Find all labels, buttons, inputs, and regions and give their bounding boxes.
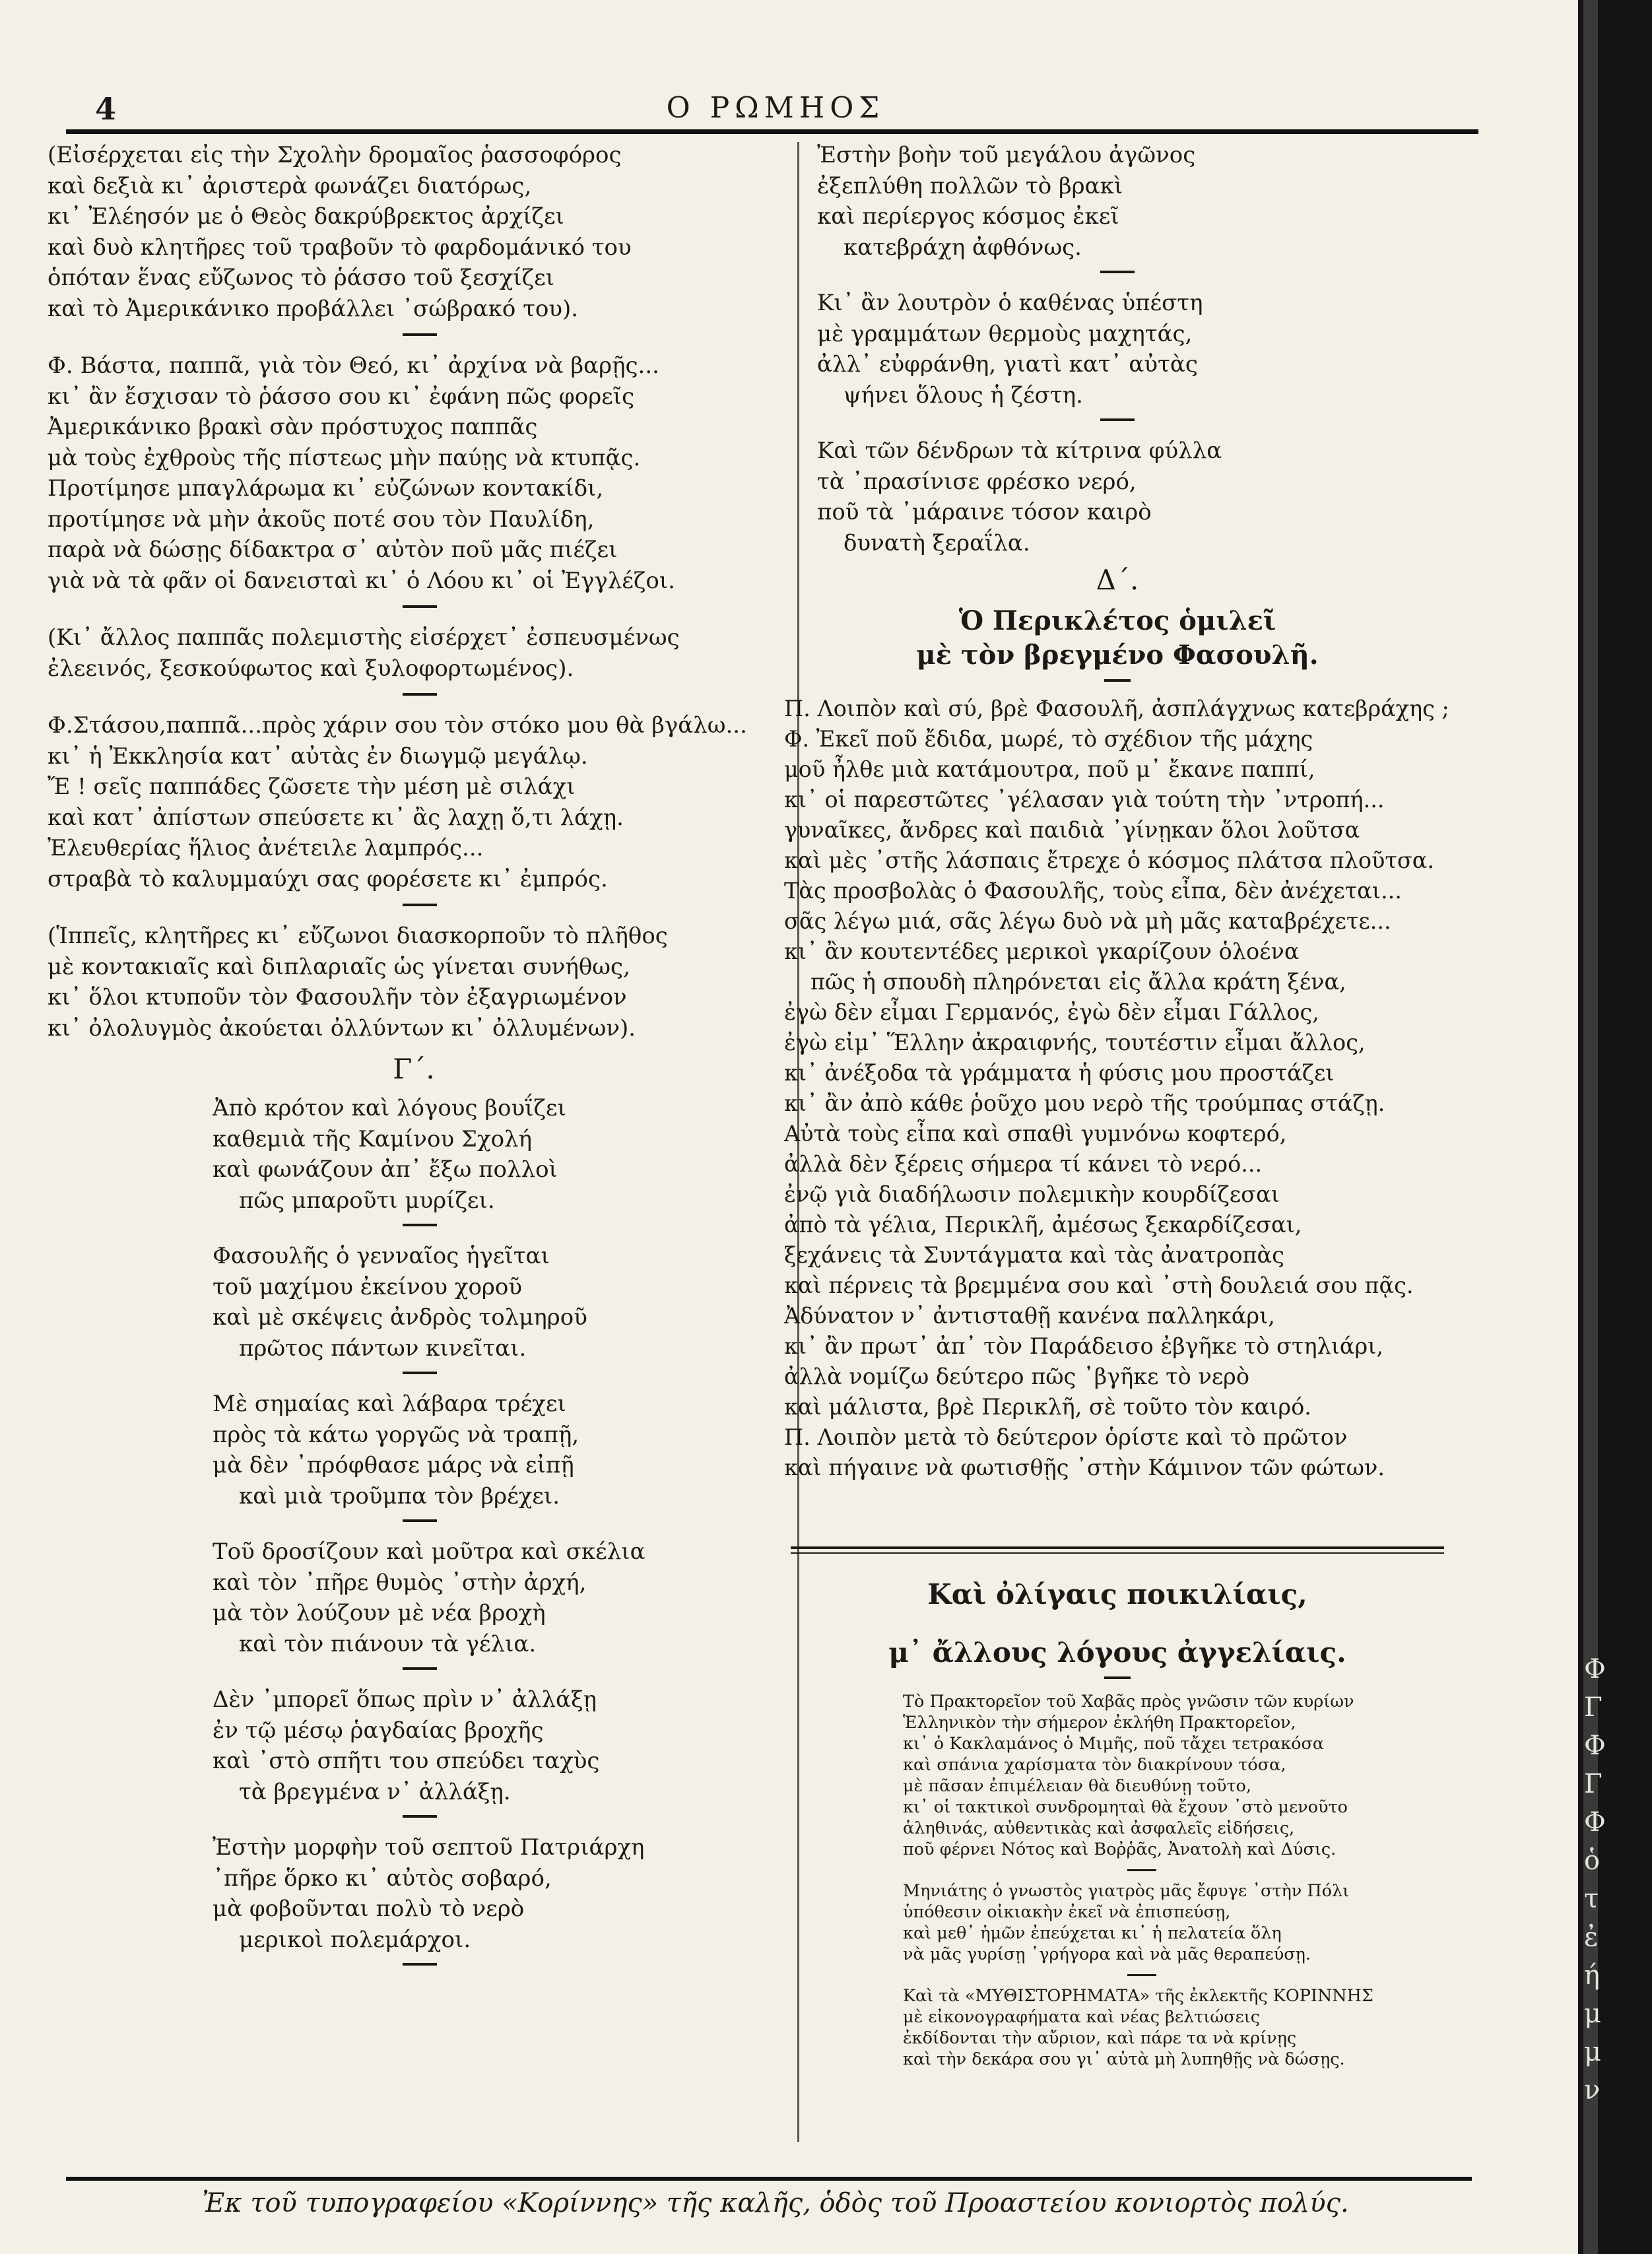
separator-dash (403, 1372, 437, 1374)
announcement-line: καὶ τὴν δεκάρα σου γι᾿ αὐτὰ μὴ λυπηθῇς νὰ δώσῃς. (903, 2049, 1345, 2069)
text-line: Ἀμερικάνικο βρακὶ σὰν πρόστυχος παππᾶς (48, 414, 538, 440)
text-line: καὶ δυὸ κλητῆρες τοῦ τραβοῦν τὸ φαρδομάνικό του (48, 234, 632, 261)
separator-dash (1127, 1869, 1156, 1871)
verse-line: μὰ φοβοῦνται πολὺ τὸ νερὸ (213, 1896, 525, 1922)
text-line: Ἔ ! σεῖς παππάδες ζῶσετε τὴν μέση μὲ σιλάχι (48, 774, 576, 800)
dialogue-line: σᾶς λέγω μιά, σᾶς λέγω δυὸ νὰ μὴ μᾶς καταβρέχετε... (784, 908, 1391, 934)
verse-line: Φασουλῆς ὁ γενναῖος ἡγεῖται (213, 1243, 550, 1269)
dialogue-line: ἀλλὰ δὲν ξέρεις σήμερα τί κάνει τὸ νερό... (784, 1151, 1263, 1177)
verse-line: καὶ μιὰ τροῦμπα τὸν βρέχει. (239, 1482, 560, 1509)
text-line: καὶ δεξιὰ κι᾿ ἀριστερὰ φωνάζει διατόρως, (48, 172, 532, 199)
text-line: ὁπόταν ἕνας εὔζωνος τὸ ῥάσσο τοῦ ξεσχίζει (48, 265, 555, 291)
text-line: προτίμησε νὰ μὴν ἀκοῦς ποτέ σου τὸν Παυλίδη, (48, 506, 595, 533)
edge-letter: Φ (1584, 1654, 1606, 1684)
dialogue-block (784, 694, 1451, 1483)
dialogue-line: κι᾿ οἱ παρεστῶτες ᾿γέλασαν γιὰ τούτη τὴν ᾿ντροπή... (784, 787, 1385, 812)
verse-line: καὶ περίεργος κόσμος ἐκεῖ (817, 203, 1119, 230)
announcement-2 (903, 1880, 1451, 1965)
verse-line: Δὲν ᾿μπορεῖ ὅπως πρὶν ν᾿ ἀλλάξῃ (213, 1686, 597, 1713)
text-line: μὲ κοντακιαῖς καὶ διπλαριαῖς ὡς γίνεται συνήθως, (48, 953, 630, 980)
verse-line: ψήνει ὅλους ἡ ζέστη. (843, 381, 1083, 409)
separator-dash (1100, 271, 1135, 273)
text-line: κι᾿ Ἐλέησόν με ὁ Θεὸς δακρύβρεκτος ἀρχίζει (48, 203, 564, 230)
text-line: γιὰ νὰ τὰ φᾶν οἱ δανεισταὶ κι᾿ ὁ Λόου κι᾿ οἱ Ἐγγλέζοι. (48, 567, 675, 594)
verse-line: μὰ τὸν λούζουν μὲ νέα βροχὴ (213, 1600, 546, 1626)
verse-line: Μὲ σημαίας καὶ λάβαρα τρέχει (213, 1391, 566, 1417)
dialogue-line: Π. Λοιπὸν μετὰ τὸ δεύτερον ὁρίστε καὶ τὸ πρῶτον (784, 1424, 1348, 1450)
verse-line: καθεμιὰ τῆς Καμίνου Σχολή (213, 1125, 532, 1152)
text-line: (Εἰσέρχεται εἰς τὴν Σχολὴν δρομαῖος ῥασσοφόρος (48, 142, 622, 168)
dialogue-line: κι᾿ ἀνέξοδα τὰ γράμματα ἡ φύσις μου προστάζει (784, 1060, 1335, 1086)
poem-stanza (213, 1537, 780, 1659)
verse-line: μὲ γραμμάτων θερμοὺς μαχητάς, (817, 320, 1193, 347)
dialogue-line: κι᾿ ἂν κουτεντέδες μερικοὶ γκαρίζουν ὁλοένα (784, 939, 1300, 964)
verse-line: τοῦ μαχίμου ἐκείνου χοροῦ (213, 1273, 523, 1300)
verse-line: Καὶ τῶν δένδρων τὰ κίτρινα φύλλα (817, 438, 1222, 464)
footer-rule (66, 2177, 1472, 2181)
separator-dash (403, 1667, 437, 1670)
dialogue-line: κι᾿ ἂν ἀπὸ κάθε ῥοῦχο μου νερὸ τῆς τρούμπας στάζῃ. (784, 1090, 1385, 1116)
dialogue-line: ἐγὼ δὲν εἶμαι Γερμανός, ἐγὼ δὲν εἶμαι Γάλλος, (784, 999, 1319, 1025)
stage-direction-1 (48, 140, 780, 324)
poem-stanza (213, 1832, 780, 1955)
speech-1 (48, 350, 780, 596)
dialogue-line: Τὰς προσβολὰς ὁ Φασουλῆς, τοὺς εἶπα, δὲν ἀνέχεται... (784, 878, 1402, 904)
section-heading-g: Γ΄. (393, 1053, 435, 1085)
edge-letter: Γ (1584, 1769, 1602, 1799)
announcement-line: Μηνιάτης ὁ γνωστὸς γιατρὸς μᾶς ἔφυγε ᾿στὴν Πόλι (903, 1881, 1350, 1901)
verse-line: τὰ ᾿πρασίνισε φρέσκο νερό, (817, 468, 1137, 495)
announcement-line: κι᾿ ὁ Κακλαμάνος ὁ Μιμῆς, ποῦ τἄχει τετρακόσα (903, 1734, 1325, 1754)
announcement-line: νὰ μᾶς γυρίσῃ ᾿γρήγορα καὶ νὰ μᾶς θεραπεύσῃ. (903, 1944, 1311, 1964)
announcement-1 (903, 1691, 1451, 1860)
edge-letter: τ (1584, 1884, 1599, 1914)
text-line: κι᾿ ὀλολυγμὸς ἀκούεται ὀλλύντων κι᾿ ὀλλυμένων). (48, 1014, 636, 1042)
verse-line: πρὸς τὰ κάτω γοργῶς νὰ τραπῇ, (213, 1421, 579, 1448)
stage-direction-2 (48, 622, 780, 684)
dialogue-line: καὶ μάλιστα, βρὲ Περικλῆ, σὲ τοῦτο τὸν καιρό. (784, 1394, 1311, 1420)
verse-line: Ἐστὴν μορφὴν τοῦ σεπτοῦ Πατριάρχη (213, 1834, 645, 1861)
dialogue-line: ἀλλὰ νομίζω δεύτερο πῶς ᾿βγῆκε τὸ νερὸ (784, 1364, 1250, 1389)
announcement-line: ὑπόθεσιν οἰκιακὴν ἐκεῖ νὰ ἐπισπεύσῃ, (903, 1902, 1231, 1922)
verse-line: δυνατὴ ξεραΐλα. (843, 529, 1030, 556)
poem-stanza (817, 436, 1451, 558)
edge-letter: Φ (1584, 1807, 1606, 1838)
announcement-3 (903, 1985, 1451, 2070)
page-number: 4 (95, 91, 117, 127)
dialogue-line: κι᾿ ἂν πρωτ᾿ ἀπ᾿ τὸν Παράδεισο ἐβγῆκε τὸ στηλιάρι, (784, 1333, 1383, 1359)
announcement-line: κι᾿ οἱ τακτικοὶ συνδρομηταὶ θὰ ἔχουν ᾿στὸ μενοῦτο (903, 1797, 1348, 1817)
text-line: μὰ τοὺς ἐχθροὺς τῆς πίστεως μὴν παύῃς νὰ κτυπᾷς. (48, 444, 641, 471)
section-double-rule (791, 1546, 1444, 1554)
separator-dash (403, 693, 437, 696)
dialogue-line: Ἀδύνατον ν᾿ ἀντισταθῇ κανένα παλληκάρι, (784, 1303, 1275, 1329)
separator-dash (403, 333, 437, 336)
dialogue-line: γυναῖκες, ἄνδρες καὶ παιδιὰ ᾿γίνῃκαν ὅλοι λοῦτσα (784, 817, 1360, 843)
edge-letter: Φ (1584, 1731, 1606, 1761)
dialogue-line: καὶ πέρνεις τὰ βρεμμένα σου καὶ ᾿στὴ δουλειά σου πᾷς. (784, 1273, 1414, 1298)
separator-dash (403, 605, 437, 608)
left-column (48, 140, 780, 1980)
header-rule (66, 129, 1478, 134)
printer-imprint: Ἐκ τοῦ τυπογραφείου «Κορίννης» τῆς καλῆς, ὁδὸς τοῦ Προαστείου κονιορτὸς πολύς. (202, 2188, 1349, 2218)
edge-letter: ή (1584, 1960, 1600, 1991)
verse-line: μὰ δὲν ᾿πρόφθασε μάρς νὰ εἰπῇ (213, 1452, 574, 1478)
text-line: (Ἱππεῖς, κλητῆρες κι᾿ εὔζωνοι διασκορποῦν τὸ πλῆθος (48, 923, 668, 949)
verse-line: καὶ ᾿στὸ σπῆτι του σπεύδει ταχὺς (213, 1748, 600, 1774)
verse-line: Ἀπὸ κρότον καὶ λόγους βουΐζει (213, 1095, 566, 1121)
text-line: Προτίμησε μπαγλάρωμα κι᾿ εὐζώνων κοντακίδι, (48, 475, 604, 502)
dialogue-line: πῶς ἡ σπουδὴ πληρόνεται εἰς ἄλλα κράτη ξένα, (810, 969, 1346, 995)
dialogue-line: Π. Λοιπὸν καὶ σύ, βρὲ Φασουλῆ, ἀσπλάγχνως κατεβράχης ; (784, 696, 1449, 721)
text-line: ἐλεεινός, ξεσκούφωτος καὶ ξυλοφορτωμένος). (48, 655, 574, 682)
section-heading-d: Δ΄. (1096, 564, 1139, 596)
text-line: κι᾿ ἂν ἔσχισαν τὸ ῥάσσο σου κι᾿ ἐφάνη πῶς φορεῖς (48, 383, 635, 410)
verse-line: Κι᾿ ἂν λουτρὸν ὁ καθένας ὑπέστη (817, 290, 1203, 316)
separator-dash (1127, 1974, 1156, 1976)
text-line: παρὰ νὰ δώσῃς δίδακτρα σ᾿ αὐτὸν ποῦ μᾶς πιέζει (48, 537, 618, 563)
poem-stanza (213, 1684, 780, 1807)
verse-line: ποῦ τὰ ᾿μάραινε τόσον καιρὸ (817, 499, 1152, 525)
dialogue-line: καὶ μὲς ᾿στῆς λάσπαις ἔτρεχε ὁ κόσμος πλάτσα πλοῦτσα. (784, 847, 1435, 873)
newspaper-title: Ο ΡΩΜΗΟΣ (666, 91, 885, 125)
announcement-line: Ἑλληνικὸν τὴν σήμερον ἐκλήθη Πρακτορεῖον, (903, 1713, 1296, 1733)
edge-letter: μ (1584, 1999, 1601, 2029)
verse-line: καὶ τὸν ᾿πῆρε θυμὸς ᾿στὴν ἀρχή, (213, 1569, 587, 1596)
separator-dash (1104, 1676, 1131, 1679)
edge-letter: μ (1584, 2037, 1601, 2067)
dialogue-line: ἀπὸ τὰ γέλια, Περικλῆ, ἀμέσως ξεκαρδίζεσαι, (784, 1212, 1302, 1238)
verse-line: ἐξεπλύθη πολλῶν τὸ βρακὶ (817, 172, 1123, 199)
text-line: (Κι᾿ ἄλλος παππᾶς πολεμιστὴς εἰσέρχετ᾿ ἐσπευσμένως (48, 624, 680, 651)
dialogue-line: Φ. Ἐκεῖ ποῦ ἔδιδα, μωρέ, τὸ σχέδιον τῆς μάχης (784, 726, 1313, 752)
text-line: καὶ κατ᾿ ἀπίστων σπεύσετε κι᾿ ἂς λαχῃ ὅ,τι λάχῃ. (48, 804, 624, 831)
announcement-line: καὶ σπάνια χαρίσματα τὸν διακρίνουν τόσα, (903, 1755, 1286, 1775)
article-heading-line: μὲ τὸν βρεγμένο Φασουλῆ. (916, 640, 1319, 671)
announcements-section (784, 1577, 1451, 2070)
speech-2 (48, 710, 780, 894)
dialogue-line: Αὐτὰ τοὺς εἶπα καὶ σπαθὶ γυμνόνω κοφτερό, (784, 1121, 1287, 1146)
poem-stanza (213, 1093, 780, 1216)
poem-stanza (817, 140, 1451, 263)
verse-line: ᾿πῆρε ὅρκο κι᾿ αὐτὸς σοβαρό, (213, 1865, 552, 1892)
separator-dash (403, 1224, 437, 1226)
verse-line: ἀλλ᾿ εὐφράνθη, γιατὶ κατ᾿ αὐτὰς (817, 351, 1198, 378)
verse-line: τὰ βρεγμένα ν᾿ ἀλλάξῃ. (239, 1778, 511, 1805)
announcement-line: καὶ μεθ᾿ ἡμῶν ἐπεύχεται κι᾿ ἡ πελατεία ὅλη (903, 1923, 1282, 1943)
text-line: κι᾿ ἡ Ἐκκλησία κατ᾿ αὐτὰς ἐν διωγμῷ μεγάλῳ. (48, 743, 588, 770)
text-line: Φ. Βάστα, παππᾶ, γιὰ τὸν Θεό, κι᾿ ἀρχίνα νὰ βαρῇς... (48, 352, 659, 379)
edge-letter: ἐ (1584, 1922, 1599, 1952)
announcement-line: ποῦ φέρνει Νότος καὶ Βοῤῥᾶς, Ἀνατολὴ καὶ Δύσις. (903, 1840, 1337, 1859)
verse-line: Τοῦ δροσίζουν καὶ μοῦτρα καὶ σκέλια (213, 1539, 645, 1565)
text-line: καὶ τὸ Ἀμερικάνικο προβάλλει ᾿σώβρακό του). (48, 295, 579, 322)
dialogue-line: μοῦ ἦλθε μιὰ κατάμουτρα, ποῦ μ᾿ ἔκανε παππί, (784, 756, 1315, 782)
dialogue-line: ἐνῷ γιὰ διαδήλωσιν πολεμικὴν κουρδίζεσαι (784, 1181, 1280, 1207)
dialogue-line: ἐγὼ εἰμ᾿ Ἕλλην ἀκραιφνής, τουτέστιν εἶμαι ἄλλος, (784, 1030, 1366, 1055)
verse-line: μερικοὶ πολεμάρχοι. (239, 1926, 471, 1953)
separator-dash (403, 904, 437, 906)
separator-dash (403, 1519, 437, 1522)
text-line: κι᾿ ὅλοι κτυποῦν τὸν Φασουλῆν τὸν ἐξαγριωμένον (48, 984, 627, 1011)
announcement-line: μὲ πᾶσαν ἐπιμέλειαν θὰ διευθύνῃ τοῦτο, (903, 1776, 1252, 1796)
announcements-heading-line: Καὶ ὀλίγαις ποικιλίαις, (927, 1578, 1307, 1610)
separator-dash (403, 1963, 437, 1966)
page-header (79, 86, 1472, 132)
poem-stanza (817, 288, 1451, 411)
verse-line: κατεβράχη ἀφθόνως. (843, 234, 1082, 261)
verse-line: πρῶτος πάντων κινεῖται. (239, 1335, 527, 1362)
announcement-line: ἀληθινάς, αὐθεντικὰς καὶ ἀσφαλεῖς εἰδήσεις, (903, 1818, 1295, 1838)
article-heading-line: Ὁ Περικλέτος ὁμιλεῖ (958, 605, 1276, 636)
text-line: Φ.Στάσου,παππᾶ...πρὸς χάριν σου τὸν στόκο μου θὰ βγάλω... (48, 712, 747, 739)
dialogue-line: καὶ πήγαινε νὰ φωτισθῇς ᾿στὴν Κάμινον τῶν φώτων. (784, 1455, 1385, 1480)
verse-line: Ἐστὴν βοὴν τοῦ μεγάλου ἀγῶνος (817, 142, 1196, 168)
announcement-line: Καὶ τὰ «ΜΥΘΙΣΤΟΡΗΜΑΤΑ» τῆς ἐκλεκτῆς ΚΟΡΙΝΝΗΣ (903, 1986, 1373, 2006)
verse-line: καὶ φωνάζουν ἀπ᾿ ἔξω πολλοὶ (213, 1156, 558, 1183)
text-line: στραβὰ τὸ καλυμμαύχι σας φορέσετε κι᾿ ἐμπρός. (48, 865, 608, 892)
right-column (784, 140, 1451, 2070)
stage-direction-3 (48, 921, 780, 1044)
poem-stanza (213, 1389, 780, 1511)
edge-letter: ὁ (1584, 1845, 1601, 1876)
verse-line: πῶς μπαροῦτι μυρίζει. (239, 1187, 495, 1214)
dialogue-line: ξεχάνεις τὰ Συντάγματα καὶ τὰς ἀνατροπὰς (784, 1242, 1284, 1268)
announcements-heading-line: μ᾿ ἄλλους λόγους ἀγγελίαις. (888, 1636, 1346, 1669)
verse-line: καὶ μὲ σκέψεις ἀνδρὸς τολμηροῦ (213, 1304, 587, 1331)
separator-dash (1100, 418, 1135, 421)
poem-stanza (213, 1241, 780, 1364)
verse-line: ἐν τῷ μέσῳ ῥαγδαίας βροχῆς (213, 1717, 544, 1744)
verse-line: καὶ τὸν πιάνουν τὰ γέλια. (239, 1630, 537, 1657)
announcement-line: ἐκδίδονται τὴν αὔριον, καὶ πάρε τα νὰ κρίνῃς (903, 2028, 1297, 2048)
announcement-line: μὲ εἰκονογραφήματα καὶ νέας βελτιώσεις (903, 2007, 1261, 2027)
separator-dash (1104, 679, 1131, 682)
edge-letter: ν (1584, 2075, 1601, 2105)
adjacent-page-fragment (1584, 1650, 1637, 2109)
edge-letter: Γ (1584, 1692, 1602, 1723)
text-line: Ἐλευθερίας ἥλιος ἀνέτειλε λαμπρός... (48, 835, 484, 861)
separator-dash (403, 1815, 437, 1818)
announcement-line: Τὸ Πρακτορεῖον τοῦ Χαβᾶς πρὸς γνῶσιν τῶν κυρίων (903, 1692, 1354, 1711)
